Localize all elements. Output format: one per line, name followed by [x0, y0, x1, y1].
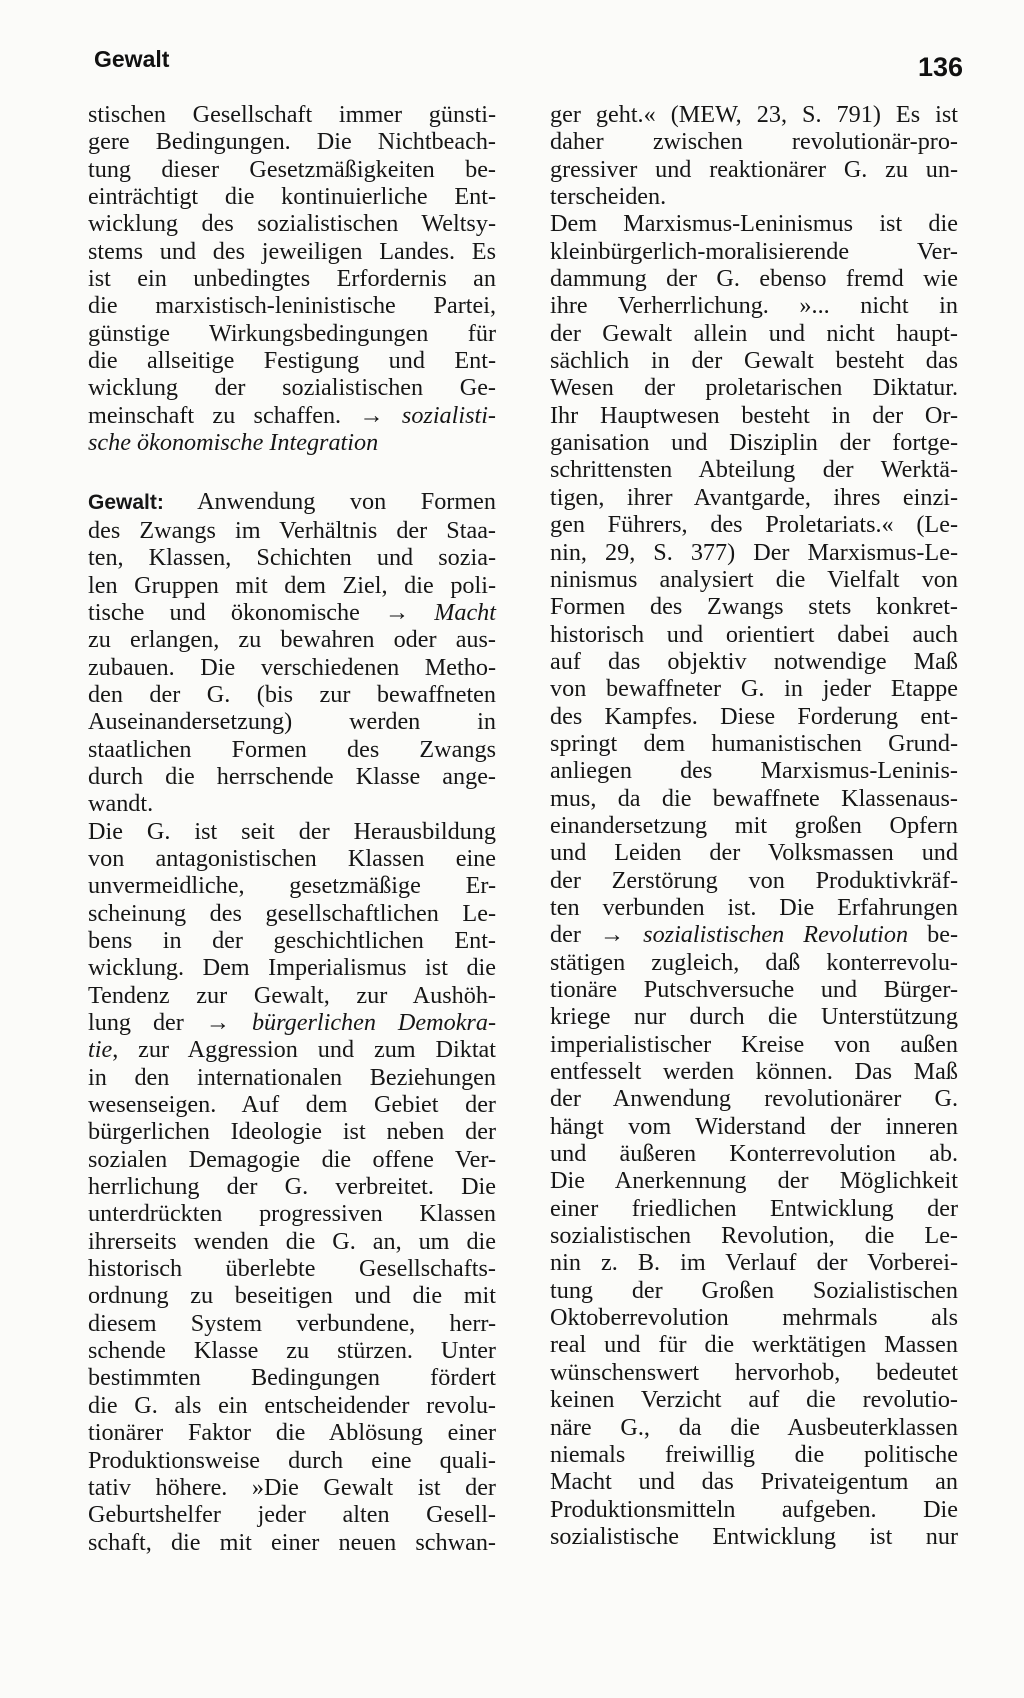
text-line: gressiver und reaktionärer G. zu un-	[550, 155, 958, 183]
text-line: historisch überlebte Gesellschafts-	[88, 1255, 496, 1283]
cross-reference-link[interactable]: Macht	[434, 598, 496, 626]
text-line: diesem System verbundene, herr-	[88, 1309, 496, 1337]
text-line: kleinbürgerlich-moralisierende Ver-	[550, 237, 958, 265]
text-line: sozialistischen Revolution, die Le-	[550, 1222, 958, 1250]
text-line: unvermeidliche, gesetzmäßige Er-	[88, 872, 496, 900]
cross-reference-link[interactable]: tie	[88, 1036, 113, 1064]
text-line: tionärer Faktor die Ablösung einer	[88, 1419, 496, 1447]
text-line: dammung der G. ebenso fremd wie	[550, 265, 958, 293]
text-line: nin, 29, S. 377) Der Marxismus-Le-	[550, 538, 958, 566]
text-line: zubauen. Die verschiedenen Metho-	[88, 653, 496, 681]
text-line: tung dieser Gesetzmäßigkeiten be-	[88, 155, 496, 183]
text-line: keinen Verzicht auf die revolutio-	[550, 1386, 958, 1414]
text-line: Ihr Hauptwesen besteht in der Or-	[550, 401, 958, 429]
text-segment: , zur Aggression und zum Diktat	[112, 1036, 496, 1064]
text-line: tionäre Putschversuche und Bürger-	[550, 976, 958, 1003]
text-line	[88, 402, 496, 429]
entry-gap	[88, 456, 496, 488]
text-segment: tische und ökonomische →	[88, 598, 435, 626]
text-line: der Zerstörung von Produktivkräf-	[550, 866, 958, 894]
text-segment: lung der →	[88, 1009, 252, 1036]
text-line: Oktoberrevolution mehrmals als	[550, 1304, 958, 1332]
text-line: einträchtigt die kontinuierliche Ent-	[88, 183, 496, 211]
text-line: schende Klasse zu stürzen. Unter	[88, 1337, 496, 1365]
text-line: stischen Gesellschaft immer günsti-	[88, 101, 496, 128]
text-line: wicklung des sozialistischen Weltsy-	[88, 210, 496, 238]
right-column	[550, 101, 958, 1550]
text-line: Die G. ist seit der Herausbildung	[88, 817, 496, 845]
text-line: einer friedlichen Entwicklung der	[550, 1194, 958, 1222]
text-line: Geburtshelfer jeder alten Gesell-	[88, 1501, 496, 1529]
text-line: ihrerseits wenden die G. an, um die	[88, 1227, 496, 1255]
text-line: wicklung der sozialistischen Ge-	[88, 374, 496, 402]
text-line	[88, 1036, 496, 1063]
text-line: stems und des jeweiligen Landes. Es	[88, 237, 496, 265]
text-line: historisch und orientiert dabei auch	[550, 620, 958, 648]
text-line: bens in der geschichtlichen Ent-	[88, 926, 496, 954]
text-line: springt dem humanistischen Grund-	[550, 729, 958, 757]
text-line: sozialen Demagogie die offene Ver-	[88, 1145, 496, 1173]
text-line: den der G. (bis zur bewaffneten	[88, 680, 496, 708]
text-line: sozialistische Entwicklung ist nur	[550, 1522, 958, 1550]
text-line: auf das objektiv notwendige Maß	[550, 647, 958, 675]
text-line: wicklung. Dem Imperialismus ist die	[88, 954, 496, 982]
text-line: wandt.	[88, 790, 154, 818]
text-line: von antagonistischen Klassen eine	[88, 844, 496, 872]
text-segment: be-	[908, 921, 958, 949]
text-line: anliegen des Marxismus-Leninis-	[550, 757, 958, 785]
text-line: ist ein unbedingtes Erfordernis an	[88, 265, 496, 293]
text-line: durch die herrschende Klasse ange-	[88, 762, 496, 790]
text-line: Dem Marxismus-Leninismus ist die	[550, 210, 958, 238]
text-line: ganisation und Disziplin der fortge-	[550, 429, 958, 457]
text-line: stätigen zugleich, daß konterrevolu-	[550, 948, 958, 976]
text-line: bestimmten Bedingungen fördert	[88, 1364, 496, 1392]
text-line: Macht und das Privateigentum an	[550, 1468, 958, 1496]
text-line: herrlichung der G. verbreitet. Die	[88, 1173, 496, 1201]
left-column	[88, 101, 496, 1556]
cross-reference-link[interactable]: sozialisti-	[401, 401, 496, 429]
text-line: Die Anerkennung der Möglichkeit	[550, 1167, 958, 1195]
text-line: Wesen der proletarischen Diktatur.	[550, 374, 958, 402]
text-line: len Gruppen mit dem Ziel, die poli-	[88, 571, 496, 599]
cross-reference-link[interactable]: sozialistischen Revolution	[643, 921, 909, 949]
text-line: unterdrückten progressiven Klassen	[88, 1200, 496, 1228]
text-line: zu erlangen, zu bewahren oder aus-	[88, 626, 496, 654]
text-line	[88, 599, 496, 626]
text-line: mus, da die bewaffnete Klassenaus-	[550, 784, 958, 812]
text-line: Formen des Zwangs stets konkret-	[550, 593, 958, 621]
text-line: hängt vom Widerstand der inneren	[550, 1112, 958, 1140]
text-line: tigen, ihrer Avantgarde, ihres einzi-	[550, 483, 958, 511]
text-line: nin z. B. im Verlauf der Vorberei-	[550, 1249, 958, 1277]
text-line: ihre Verherrlichung. »... nicht in	[550, 292, 958, 320]
text-line: real und für die werktätigen Massen	[550, 1331, 958, 1359]
text-line	[550, 921, 958, 948]
cross-reference-link[interactable]: bürgerlichen Demokra-	[251, 1009, 496, 1036]
text-line: ten, Klassen, Schichten und sozia-	[88, 544, 496, 572]
entry-headword: Gewalt:	[88, 491, 164, 515]
text-line: schrittensten Abteilung der Werktä-	[550, 456, 958, 484]
text-line: daher zwischen revolutionär-pro-	[550, 128, 958, 156]
page-number: 136	[918, 52, 964, 82]
text-line: niemals freiwillig die politische	[550, 1440, 958, 1468]
text-line: des Kampfes. Diese Forderung ent-	[550, 702, 958, 730]
text-line: Produktionsmitteln aufgeben. Die	[550, 1495, 958, 1523]
text-line: imperialistischer Kreise von außen	[550, 1030, 958, 1058]
text-segment: der →	[550, 921, 644, 949]
text-line: Tendenz zur Gewalt, zur Aushöh-	[88, 981, 496, 1009]
text-line	[88, 1009, 496, 1036]
text-line: scheinung des gesellschaftlichen Le-	[88, 899, 496, 927]
text-line: des Zwangs im Verhältnis der Staa-	[88, 516, 496, 544]
text-line: kriege nur durch die Unterstützung	[550, 1003, 958, 1031]
text-line: und äußeren Konterrevolution ab.	[550, 1140, 958, 1168]
text-line: staatlichen Formen des Zwangs	[88, 735, 496, 763]
text-line: näre G., da die Ausbeuterklassen	[550, 1413, 958, 1441]
text-line: und Leiden der Volksmassen und	[550, 839, 958, 867]
entry-first-line	[88, 488, 496, 516]
text-line: die marxistisch-leninistische Partei,	[88, 292, 496, 320]
text-line: wünschenswert hervorhob, bedeutet	[550, 1358, 958, 1386]
text-line: in den internationalen Beziehungen	[88, 1063, 496, 1091]
text-line: Produktionsweise durch eine quali-	[88, 1446, 496, 1474]
cross-reference-link[interactable]: sche ökonomische Integration	[88, 429, 379, 457]
text-line: entfesselt werden können. Das Maß	[550, 1058, 958, 1086]
text-line: ninismus analysiert die Vielfalt von	[550, 565, 958, 593]
text-line: der Gewalt allein und nicht haupt-	[550, 319, 958, 347]
text-line: ten verbunden ist. Die Erfahrungen	[550, 893, 958, 921]
text-line: terscheiden.	[550, 183, 667, 211]
text-line: einandersetzung mit großen Opfern	[550, 811, 958, 839]
text-line: günstige Wirkungsbedingungen für	[88, 319, 496, 347]
text-line: die allseitige Festigung und Ent-	[88, 347, 496, 375]
text-line: sächlich in der Gewalt besteht das	[550, 347, 958, 375]
text-line: der Anwendung revolutionärer G.	[550, 1085, 958, 1113]
text-segment: Anwendung von Formen	[163, 488, 496, 516]
text-line: Auseinandersetzung) werden in	[88, 708, 496, 736]
text-line: wesenseigen. Auf dem Gebiet der	[88, 1091, 496, 1119]
text-line: tativ höhere. »Die Gewalt ist der	[88, 1473, 496, 1501]
text-line: tung der Großen Sozialistischen	[550, 1276, 958, 1304]
running-head: Gewalt	[94, 46, 170, 72]
text-line: gere Bedingungen. Die Nichtbeach-	[88, 128, 496, 156]
text-line: von bewaffneter G. in jeder Etappe	[550, 675, 958, 703]
text-segment: meinschaft zu schaffen. →	[88, 401, 402, 429]
text-line: ordnung zu beseitigen und die mit	[88, 1282, 496, 1310]
text-line: schaft, die mit einer neuen schwan-	[88, 1528, 496, 1556]
text-line: bürgerlichen Ideologie ist neben der	[88, 1118, 496, 1146]
text-line: die G. als ein entscheidender revolu-	[88, 1391, 496, 1419]
text-line: gen Führers, des Proletariats.« (Le-	[550, 511, 958, 539]
text-line: ger geht.« (MEW, 23, S. 791) Es ist	[550, 101, 958, 128]
